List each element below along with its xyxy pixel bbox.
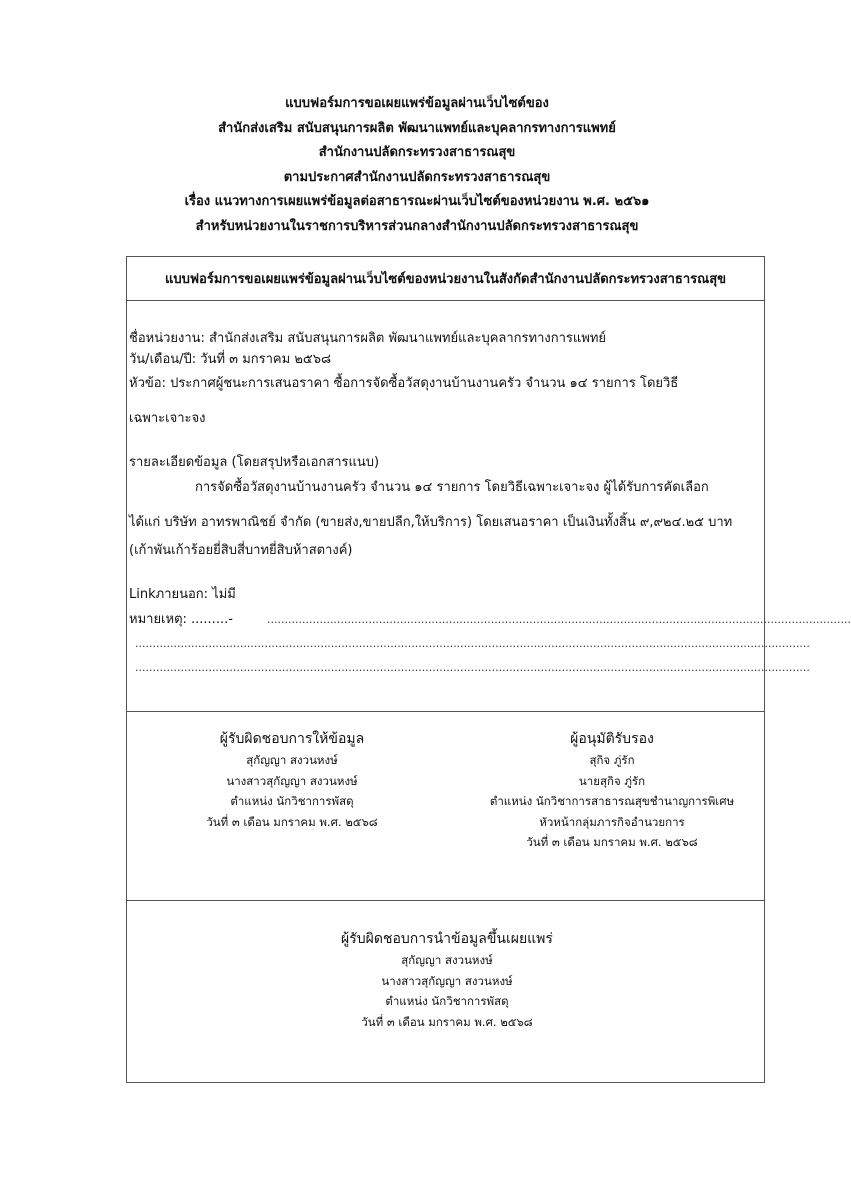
- header-line: ตามประกาศสำนักงานปลัดกระทรวงสาธารณสุข: [283, 169, 551, 185]
- request-form-table: [126, 256, 851, 1083]
- remark-dots: .................................................................................................................................................................................................: [135, 661, 810, 674]
- header-line: สำหรับหน่วยงานในราชการบริหารส่วนกลางสำนักงานปลัดกระทรวงสาธารณสุข: [195, 218, 639, 234]
- header-line: แบบฟอร์มการขอเผยแพร่ข้อมูลผ่านเว็บไซต์ของ: [285, 96, 549, 111]
- header-line: เรื่อง แนวทางการเผยแพร่ข้อมูลต่อสาธารณะผ่านเว็บไซต์ของหน่วยงาน พ.ศ. ๒๕๖๑: [184, 194, 650, 209]
- publisher-signature: สุกัญญา สงวนหงษ์: [401, 953, 493, 967]
- date-line: วัน/เดือน/ปี: วันที่ ๓ มกราคม ๒๕๖๘: [129, 352, 332, 367]
- approver-name: นายสุกิจ ภู่รัก: [578, 773, 646, 788]
- detail-label: รายละเอียดข้อมูล (โดยสรุปหรือเอกสารแนบ): [129, 455, 380, 470]
- provider-date: วันที่ ๓ เดือน มกราคม พ.ศ. ๒๕๖๘: [206, 814, 378, 829]
- header-line: สำนักงานปลัดกระทรวงสาธารณสุข: [318, 145, 516, 160]
- provider-signature: สุกัญญา สงวนหงษ์: [246, 753, 338, 767]
- provider-title: ผู้รับผิดชอบการให้ข้อมูล: [219, 731, 365, 747]
- remark-label: หมายเหตุ: .........-: [129, 612, 233, 627]
- publisher-name: นางสาวสุกัญญา สงวนหงษ์: [381, 973, 513, 988]
- approver-date: วันที่ ๓ เดือน มกราคม พ.ศ. ๒๕๖๘: [526, 835, 698, 849]
- form-title: แบบฟอร์มการขอเผยแพร่ข้อมูลผ่านเว็บไซต์ของหน่วยงานในสังกัดสำนักงานปลัดกระทรวงสาธารณสุข: [164, 272, 727, 287]
- subject-line: หัวข้อ: ประกาศผู้ชนะการเสนอราคา ซื้อการจัดซื้อวัสดุงานบ้านงานครัว จำนวน ๑๔ รายการ โดยวิธี: [129, 376, 679, 391]
- approver-signature: สุกิจ ภู่รัก: [589, 753, 635, 767]
- provider-position: ตำแหน่ง นักวิชาการพัสดุ: [230, 794, 354, 808]
- subject-line-cont: เฉพาะเจาะจง: [129, 411, 206, 426]
- publisher-section: [127, 901, 764, 1083]
- publisher-signature-block: [287, 928, 607, 1032]
- external-link-line: Linkภายนอก: ไม่มี: [129, 587, 236, 602]
- approver-signature-block: [472, 728, 752, 853]
- detail-text: ได้แก่ บริษัท อาทรพาณิชย์ จำกัด (ขายส่ง,ขายปลีก,ให้บริการ) โดยเสนอราคา เป็นเงินทั้งสิ้น ๙,๙๒๔.๒๕ บาท: [129, 515, 733, 530]
- publisher-title: ผู้รับผิดชอบการนำข้อมูลขึ้นเผยแพร่: [341, 931, 553, 947]
- header-line: สำนักส่งเสริม สนับสนุนการผลิต พัฒนาแพทย์และบุคลากรทางการแพทย์: [218, 120, 616, 136]
- remark-dots: .................................................................................................................................................................................................: [135, 637, 810, 650]
- approver-position: ตำแหน่ง นักวิชาการสาธารณสุขชำนาญการพิเศษ: [489, 794, 735, 808]
- publisher-date: วันที่ ๓ เดือน มกราคม พ.ศ. ๒๕๖๘: [361, 1014, 533, 1029]
- detail-text: (เก้าพันเก้าร้อยยี่สิบสี่บาทยี่สิบห้าสตางค์): [129, 543, 353, 558]
- publisher-position: ตำแหน่ง นักวิชาการพัสดุ: [385, 994, 509, 1008]
- form-title-row: [127, 257, 764, 301]
- detail-text: การจัดซื้อวัสดุงานบ้านงานครัว จำนวน ๑๔ รายการ โดยวิธีเฉพาะเจาะจง ผู้ได้รับการคัดเลือก: [195, 480, 709, 495]
- provider-name: นางสาวสุกัญญา สงวนหงษ์: [226, 773, 358, 788]
- approver-role: หัวหน้ากลุ่มภารกิจอำนวยการ: [539, 814, 685, 829]
- signature-section: [127, 712, 764, 901]
- document-header: [0, 92, 834, 239]
- approver-title: ผู้อนุมัติรับรอง: [570, 731, 654, 747]
- provider-signature-block: [167, 728, 417, 832]
- remark-dots: .......................................................................................................................................................................: [267, 613, 851, 626]
- agency-line: ชื่อหน่วยงาน: สำนักส่งเสริม สนับสนุนการผลิต พัฒนาแพทย์และบุคลากรทางการแพทย์: [129, 331, 607, 346]
- detail-section: [127, 301, 851, 712]
